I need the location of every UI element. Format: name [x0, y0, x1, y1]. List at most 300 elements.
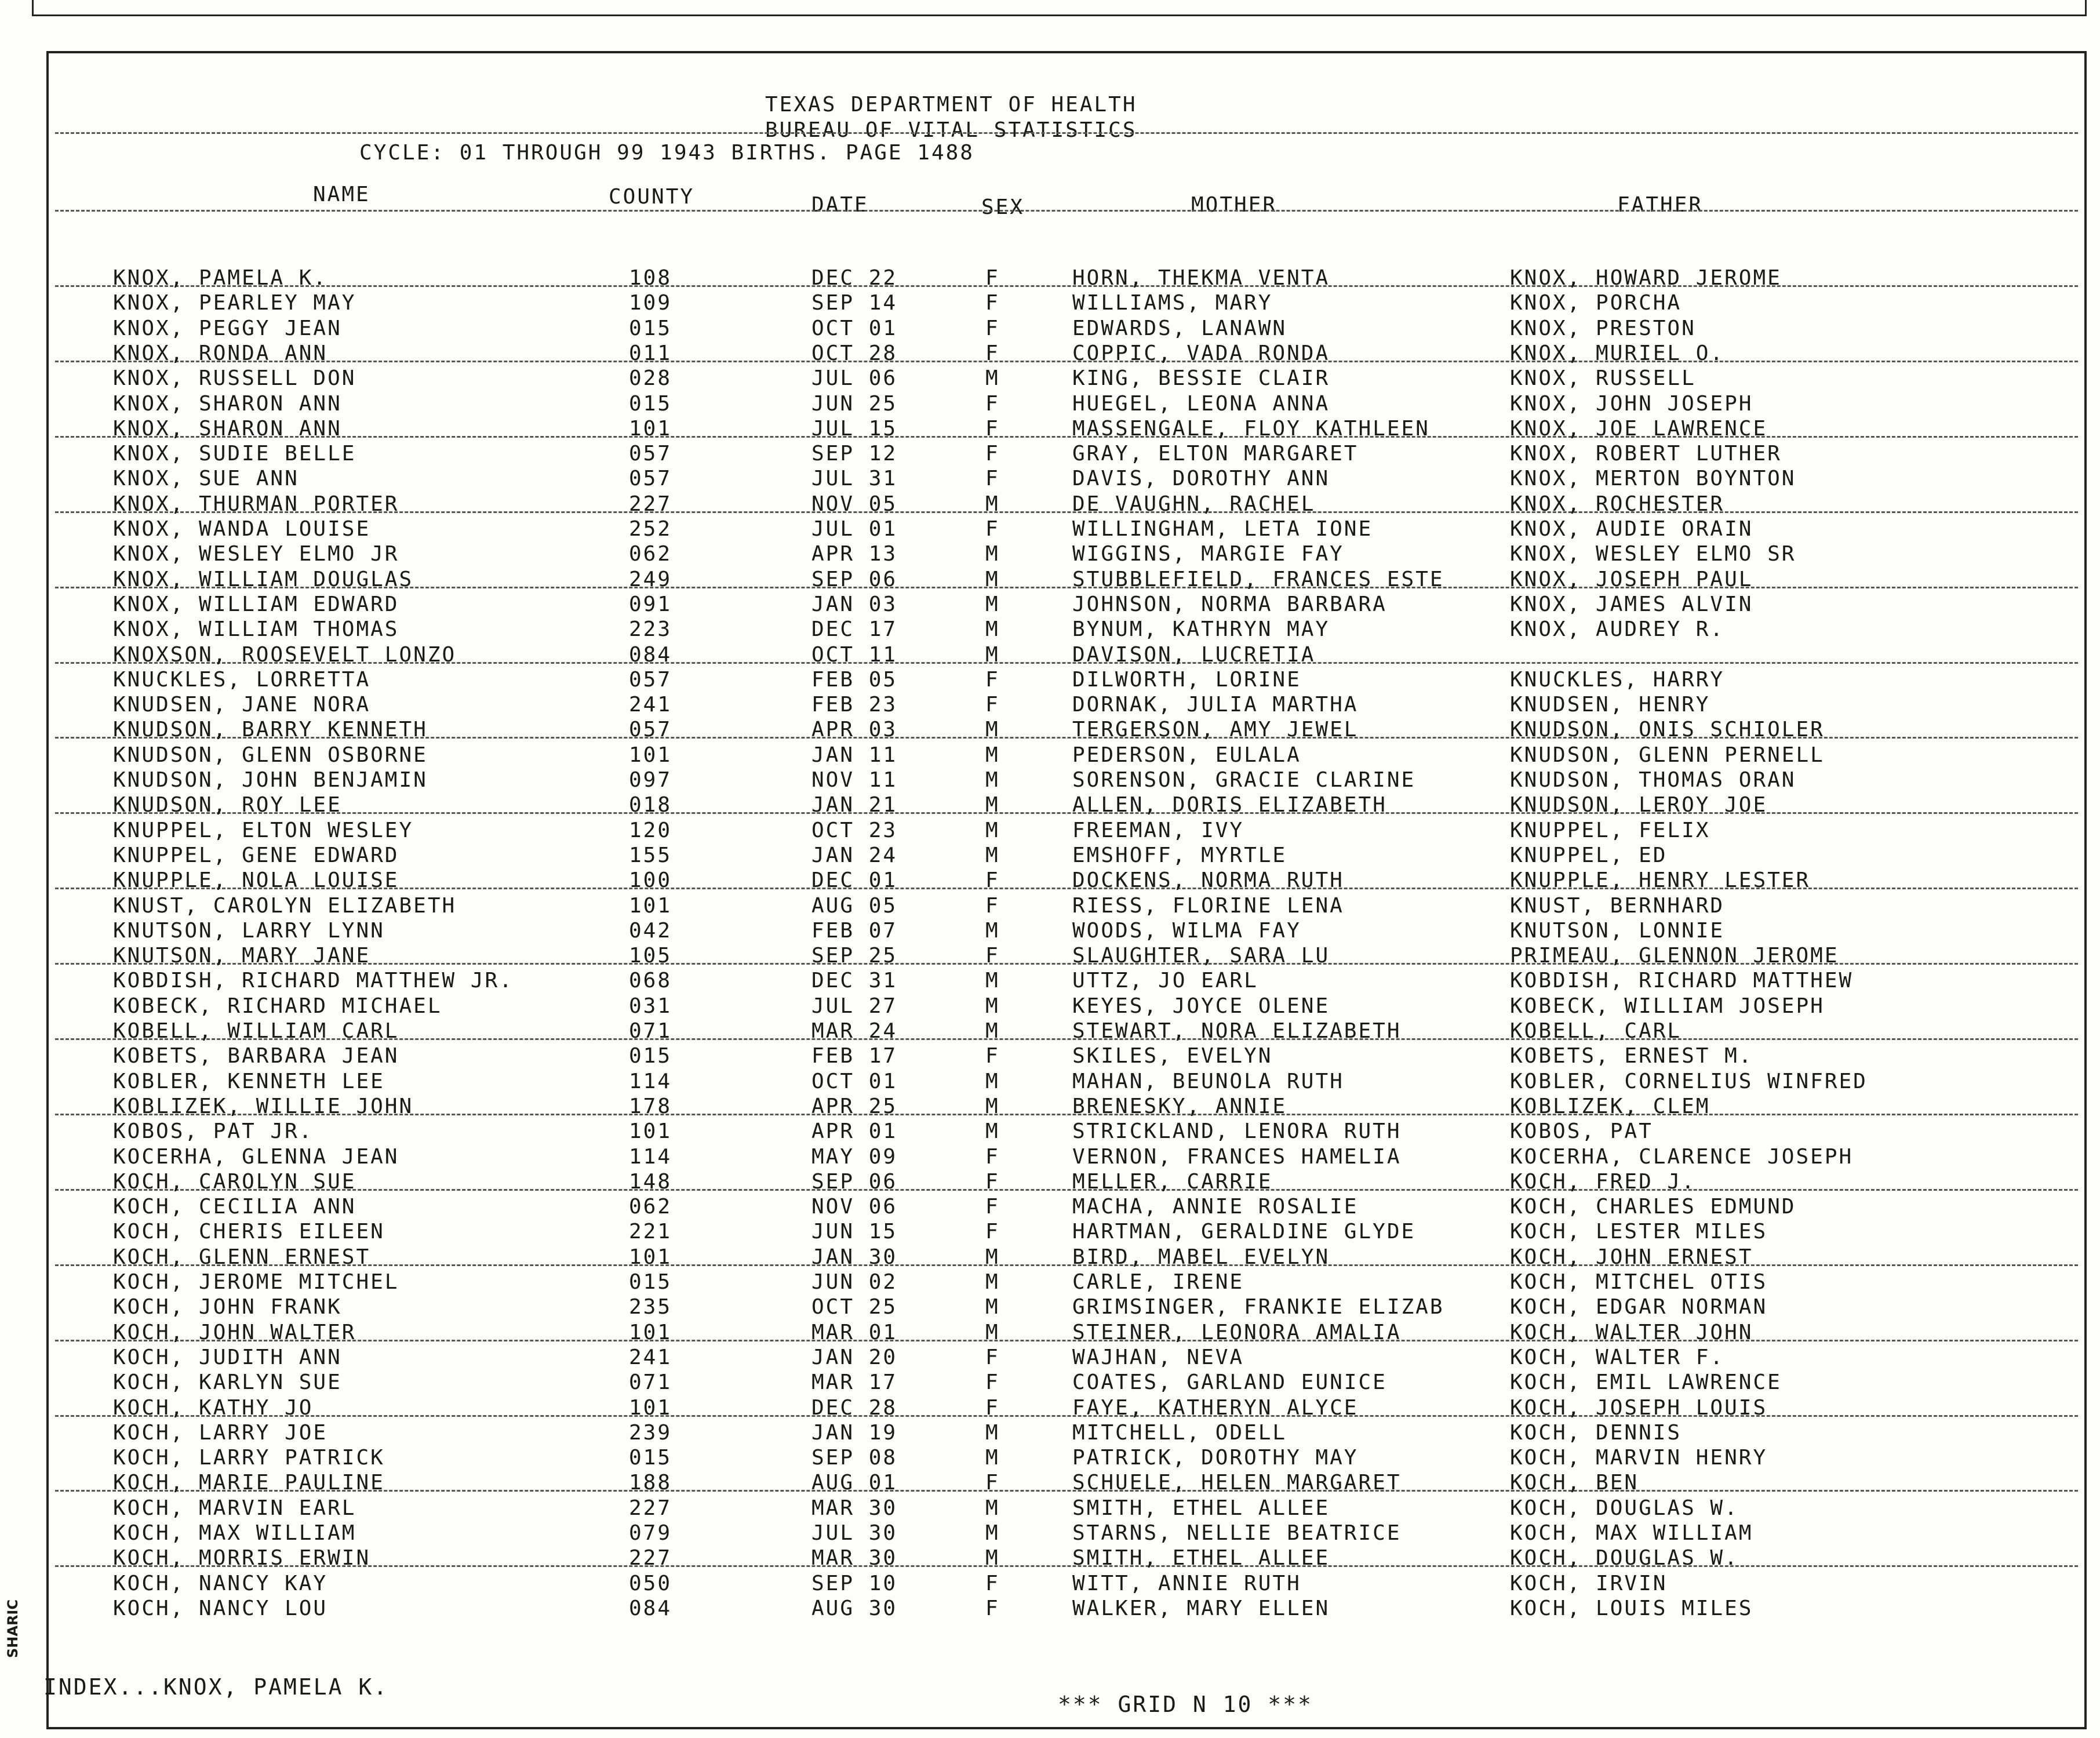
table-row	[0, 519, 2100, 544]
cell-mother: PEDERSON, EULALA	[1072, 743, 1301, 767]
cell-name: KOCH, GLENN ERNEST	[113, 1245, 371, 1269]
cell-sex: F	[985, 1346, 1000, 1369]
cell-name: KOBELL, WILLIAM CARL	[113, 1019, 399, 1043]
cell-county: 188	[629, 1471, 672, 1495]
cell-sex: F	[985, 1396, 1000, 1420]
cell-mother: STUBBLEFIELD, FRANCES ESTE	[1072, 568, 1444, 591]
table-row	[0, 318, 2100, 343]
cell-mother: WITT, ANNIE RUTH	[1072, 1572, 1301, 1595]
cell-name: KOCH, LARRY JOE	[113, 1421, 328, 1445]
cell-date: JUN 15	[811, 1220, 898, 1243]
table-row	[0, 1322, 2100, 1347]
cell-name: KNUDSON, BARRY KENNETH	[113, 718, 428, 741]
table-row	[0, 1121, 2100, 1146]
cell-mother: COPPIC, VADA RONDA	[1072, 341, 1330, 365]
cell-name: KNUCKLES, LORRETTA	[113, 668, 371, 692]
cell-sex: M	[985, 542, 1000, 566]
cell-mother: MITCHELL, ODELL	[1072, 1421, 1287, 1445]
cell-father: KOCH, WALTER JOHN	[1510, 1321, 1753, 1344]
cell-name: KNUPPEL, ELTON WESLEY	[113, 819, 414, 842]
cell-mother: EMSHOFF, MYRTLE	[1072, 843, 1287, 867]
cell-date: SEP 25	[811, 944, 898, 968]
cell-name: KOCH, MARVIN EARL	[113, 1496, 356, 1520]
cell-father: KNUDSON, THOMAS ORAN	[1510, 768, 1796, 792]
cell-sex: M	[985, 1295, 1000, 1319]
cell-date: OCT 23	[811, 819, 898, 842]
cell-name: KNUPPEL, GENE EDWARD	[113, 843, 399, 867]
cell-sex: F	[985, 1597, 1000, 1620]
cell-date: JUN 25	[811, 392, 898, 416]
department-title: TEXAS DEPARTMENT OF HEALTH	[765, 93, 1137, 117]
cell-father: KOCH, EDGAR NORMAN	[1510, 1295, 1768, 1319]
cell-date: APR 13	[811, 542, 898, 566]
cell-mother: TERGERSON, AMY JEWEL	[1072, 718, 1359, 741]
table-row	[0, 719, 2100, 744]
cell-mother: MAHAN, BEUNOLA RUTH	[1072, 1070, 1344, 1093]
table-row	[0, 921, 2100, 946]
table-row	[0, 1347, 2100, 1372]
cell-father: KOCH, MARVIN HENRY	[1510, 1446, 1768, 1470]
cell-county: 057	[629, 467, 672, 490]
cell-father: KNOX, AUDIE ORAIN	[1510, 517, 1753, 541]
cell-sex: F	[985, 1170, 1000, 1194]
cell-father: KOCH, IRVIN	[1510, 1572, 1668, 1595]
table-row	[0, 394, 2100, 419]
cell-name: KOBOS, PAT JR.	[113, 1119, 314, 1143]
cell-date: OCT 01	[811, 1070, 898, 1093]
cell-sex: F	[985, 417, 1000, 441]
cell-name: KNUPPLE, NOLA LOUISE	[113, 868, 399, 892]
cell-sex: M	[985, 1446, 1000, 1470]
cell-father: KOCH, MAX WILLIAM	[1510, 1521, 1753, 1545]
cell-father: KOCH, DENNIS	[1510, 1421, 1682, 1445]
cell-mother: PATRICK, DOROTHY MAY	[1072, 1446, 1359, 1470]
cell-county: 155	[629, 843, 672, 867]
cell-father: KNOX, ROCHESTER	[1510, 492, 1725, 516]
cell-mother: SORENSON, GRACIE CLARINE	[1072, 768, 1416, 792]
cell-mother: VERNON, FRANCES HAMELIA	[1072, 1145, 1402, 1169]
cell-father: KOBOS, PAT	[1510, 1119, 1653, 1143]
table-row	[0, 1498, 2100, 1523]
cell-date: JUL 27	[811, 994, 898, 1018]
cell-name: KOCH, JOHN FRANK	[113, 1295, 342, 1319]
cell-mother: WILLIAMS, MARY	[1072, 291, 1273, 315]
cell-county: 120	[629, 819, 672, 842]
cell-mother: BIRD, MABEL EVELYN	[1072, 1245, 1330, 1269]
cell-mother: HARTMAN, GERALDINE GLYDE	[1072, 1220, 1416, 1243]
table-row	[0, 619, 2100, 644]
cell-father: KOCH, BEN	[1510, 1471, 1639, 1495]
cell-county: 042	[629, 919, 672, 943]
cell-sex: M	[985, 969, 1000, 992]
cell-name: KNUDSON, GLENN OSBORNE	[113, 743, 428, 767]
cell-name: KNOX, THURMAN PORTER	[113, 492, 399, 516]
cell-county: 178	[629, 1095, 672, 1118]
cell-mother: STARNS, NELLIE BEATRICE	[1072, 1521, 1402, 1545]
cell-father: KNUPPEL, FELIX	[1510, 819, 1710, 842]
side-label: SHARIC	[5, 1599, 21, 1658]
cell-county: 227	[629, 492, 672, 516]
cell-name: KNUTSON, LARRY LYNN	[113, 919, 385, 943]
table-row	[0, 419, 2100, 443]
cell-date: FEB 07	[811, 919, 898, 943]
cell-county: 101	[629, 1321, 672, 1344]
cell-sex: F	[985, 1572, 1000, 1595]
cell-county: 057	[629, 718, 672, 741]
cell-date: SEP 08	[811, 1446, 898, 1470]
cell-sex: F	[985, 1044, 1000, 1068]
cell-sex: F	[985, 517, 1000, 541]
cell-name: KOCH, NANCY LOU	[113, 1597, 328, 1620]
cell-date: MAY 09	[811, 1145, 898, 1169]
cell-mother: RIESS, FLORINE LENA	[1072, 894, 1344, 918]
cell-mother: BYNUM, KATHRYN MAY	[1072, 617, 1330, 641]
cell-father: KNOX, PORCHA	[1510, 291, 1682, 315]
cell-sex: M	[985, 366, 1000, 390]
cell-county: 071	[629, 1370, 672, 1394]
cell-mother: WAJHAN, NEVA	[1072, 1346, 1244, 1369]
cell-county: 101	[629, 894, 672, 918]
cell-father: KNOX, PRESTON	[1510, 317, 1696, 340]
cell-father: KOCH, WALTER F.	[1510, 1346, 1725, 1369]
cell-county: 148	[629, 1170, 672, 1194]
cell-mother: DORNAK, JULIA MARTHA	[1072, 693, 1359, 717]
table-row	[0, 268, 2100, 293]
cell-sex: M	[985, 843, 1000, 867]
cell-county: 227	[629, 1546, 672, 1570]
cell-sex: M	[985, 1421, 1000, 1445]
cell-mother: KING, BESSIE CLAIR	[1072, 366, 1330, 390]
cell-father: KOCH, DOUGLAS W.	[1510, 1546, 1739, 1570]
cell-mother: SCHUELE, HELEN MARGARET	[1072, 1471, 1402, 1495]
cell-name: KOCH, NANCY KAY	[113, 1572, 328, 1595]
cell-mother: SMITH, ETHEL ALLEE	[1072, 1496, 1330, 1520]
cell-mother: JOHNSON, NORMA BARBARA	[1072, 592, 1387, 616]
cell-father: KNUPPEL, ED	[1510, 843, 1668, 867]
cell-date: OCT 01	[811, 317, 898, 340]
cell-date: DEC 31	[811, 969, 898, 992]
table-row	[0, 795, 2100, 820]
cell-mother: EDWARDS, LANAWN	[1072, 317, 1287, 340]
column-header-father: FATHER	[1617, 193, 1704, 217]
cell-sex: M	[985, 1119, 1000, 1143]
cell-father: KNUDSON, GLENN PERNELL	[1510, 743, 1825, 767]
cell-father: KOCH, FRED J.	[1510, 1170, 1696, 1194]
cell-county: 101	[629, 743, 672, 767]
cell-county: 084	[629, 1597, 672, 1620]
cell-sex: M	[985, 743, 1000, 767]
cell-father: KOCH, LESTER MILES	[1510, 1220, 1768, 1243]
cell-mother: GRAY, ELTON MARGARET	[1072, 442, 1359, 466]
cell-name: KOBLER, KENNETH LEE	[113, 1070, 385, 1093]
cell-sex: F	[985, 944, 1000, 968]
cell-county: 241	[629, 1346, 672, 1369]
table-row	[0, 996, 2100, 1021]
table-row	[0, 670, 2100, 695]
cell-father: KNOX, AUDREY R.	[1510, 617, 1725, 641]
cell-county: 227	[629, 1496, 672, 1520]
cell-mother: SLAUGHTER, SARA LU	[1072, 944, 1330, 968]
cell-mother: DOCKENS, NORMA RUTH	[1072, 868, 1344, 892]
table-row	[0, 896, 2100, 921]
cell-name: KNOX, WILLIAM DOUGLAS	[113, 568, 414, 591]
table-row	[0, 368, 2100, 393]
cell-sex: M	[985, 1521, 1000, 1545]
cell-name: KOBECK, RICHARD MICHAEL	[113, 994, 442, 1018]
cell-name: KOCH, CAROLYN SUE	[113, 1170, 356, 1194]
cell-date: AUG 01	[811, 1471, 898, 1495]
cell-date: NOV 05	[811, 492, 898, 516]
cell-father: KOCH, DOUGLAS W.	[1510, 1496, 1739, 1520]
table-row	[0, 1398, 2100, 1423]
cell-name: KOCH, JEROME MITCHEL	[113, 1270, 399, 1294]
column-header-name: NAME	[313, 183, 370, 206]
cell-father: KOBECK, WILLIAM JOSEPH	[1510, 994, 1825, 1018]
cell-county: 050	[629, 1572, 672, 1595]
cell-mother: MASSENGALE, FLOY KATHLEEN	[1072, 417, 1430, 441]
table-row	[0, 1548, 2100, 1573]
table-row	[0, 1221, 2100, 1246]
cell-county: 239	[629, 1421, 672, 1445]
cell-name: KOCH, LARRY PATRICK	[113, 1446, 385, 1470]
cell-county: 114	[629, 1070, 672, 1093]
cell-name: KOBDISH, RICHARD MATTHEW JR.	[113, 969, 514, 992]
cell-father: KNUDSON, LEROY JOE	[1510, 793, 1768, 817]
cell-father: KOBDISH, RICHARD MATTHEW	[1510, 969, 1854, 992]
cell-sex: F	[985, 1220, 1000, 1243]
cell-father: KOBLIZEK, CLEM	[1510, 1095, 1710, 1118]
cell-mother: STEINER, LEONORA AMALIA	[1072, 1321, 1402, 1344]
table-row	[0, 1046, 2100, 1071]
cell-father: KNOX, MURIEL O.	[1510, 341, 1725, 365]
cell-county: 015	[629, 1270, 672, 1294]
cell-name: KOBLIZEK, WILLIE JOHN	[113, 1095, 414, 1118]
footer-grid-label: *** GRID N 10 ***	[1058, 1692, 1313, 1717]
cell-mother: SMITH, ETHEL ALLEE	[1072, 1546, 1330, 1570]
table-row	[0, 594, 2100, 619]
cell-name: KNOX, SHARON ANN	[113, 392, 342, 416]
cell-mother: HUEGEL, LEONA ANNA	[1072, 392, 1330, 416]
cell-father: KOCH, LOUIS MILES	[1510, 1597, 1753, 1620]
cell-date: SEP 06	[811, 568, 898, 591]
cell-county: 108	[629, 266, 672, 290]
cell-name: KNOX, PEARLEY MAY	[113, 291, 356, 315]
cell-date: DEC 17	[811, 617, 898, 641]
cell-father: KNOX, JOSEPH PAUL	[1510, 568, 1753, 591]
cell-date: SEP 14	[811, 291, 898, 315]
cell-county: 101	[629, 1119, 672, 1143]
cell-county: 101	[629, 417, 672, 441]
cell-county: 221	[629, 1220, 672, 1243]
cell-mother: FREEMAN, IVY	[1072, 819, 1244, 842]
cell-county: 097	[629, 768, 672, 792]
cell-date: JAN 20	[811, 1346, 898, 1369]
cell-name: KOCH, KATHY JO	[113, 1396, 314, 1420]
cell-date: FEB 23	[811, 693, 898, 717]
cell-father: KNUDSEN, HENRY	[1510, 693, 1710, 717]
cell-sex: M	[985, 643, 1000, 667]
cell-county: 109	[629, 291, 672, 315]
cell-mother: DILWORTH, LORINE	[1072, 668, 1301, 692]
table-row	[0, 1272, 2100, 1297]
cell-sex: F	[985, 341, 1000, 365]
table-row	[0, 1472, 2100, 1497]
cell-sex: M	[985, 1496, 1000, 1520]
cell-father: KOBLER, CORNELIUS WINFRED	[1510, 1070, 1868, 1093]
table-row	[0, 1147, 2100, 1172]
cell-name: KOCH, JOHN WALTER	[113, 1321, 356, 1344]
cell-mother: WOODS, WILMA FAY	[1072, 919, 1301, 943]
cell-date: MAR 30	[811, 1546, 898, 1570]
cell-date: APR 03	[811, 718, 898, 741]
cell-county: 252	[629, 517, 672, 541]
cell-county: 079	[629, 1521, 672, 1545]
cell-county: 249	[629, 568, 672, 591]
table-row	[0, 695, 2100, 719]
cell-sex: F	[985, 467, 1000, 490]
cell-date: OCT 28	[811, 341, 898, 365]
table-row	[0, 820, 2100, 845]
cell-sex: F	[985, 668, 1000, 692]
cell-mother: COATES, GARLAND EUNICE	[1072, 1370, 1387, 1394]
table-row	[0, 544, 2100, 569]
table-row	[0, 343, 2100, 368]
cell-name: KOCH, JUDITH ANN	[113, 1346, 342, 1369]
cell-sex: M	[985, 1245, 1000, 1269]
cell-date: JAN 11	[811, 743, 898, 767]
cell-sex: F	[985, 266, 1000, 290]
bureau-title: BUREAU OF VITAL STATISTICS	[765, 118, 1137, 142]
cell-date: SEP 12	[811, 442, 898, 466]
cell-mother: BRENESKY, ANNIE	[1072, 1095, 1287, 1118]
top-page-frame	[32, 0, 2087, 16]
cell-father: KOCH, MITCHEL OTIS	[1510, 1270, 1768, 1294]
cell-father: KNOX, MERTON BOYNTON	[1510, 467, 1796, 490]
cell-father: KNOX, JAMES ALVIN	[1510, 592, 1753, 616]
cell-father: KOBELL, CARL	[1510, 1019, 1682, 1043]
cell-name: KNOX, SUE ANN	[113, 467, 299, 490]
cell-date: JUL 01	[811, 517, 898, 541]
cell-date: MAR 24	[811, 1019, 898, 1043]
cell-sex: M	[985, 1070, 1000, 1093]
table-row	[0, 645, 2100, 670]
table-row	[0, 1372, 2100, 1397]
cell-mother: DAVISON, LUCRETIA	[1072, 643, 1316, 667]
cell-county: 068	[629, 969, 672, 992]
cell-name: KOCH, MORRIS ERWIN	[113, 1546, 371, 1570]
cell-sex: M	[985, 1270, 1000, 1294]
cell-father: KNUPPLE, HENRY LESTER	[1510, 868, 1811, 892]
cell-name: KNUTSON, MARY JANE	[113, 944, 371, 968]
table-row	[0, 468, 2100, 493]
cell-sex: M	[985, 793, 1000, 817]
cell-father: KOCERHA, CLARENCE JOSEPH	[1510, 1145, 1854, 1169]
cell-name: KNOX, SUDIE BELLE	[113, 442, 356, 466]
cell-sex: F	[985, 868, 1000, 892]
cell-sex: M	[985, 492, 1000, 516]
cell-county: 235	[629, 1295, 672, 1319]
cell-county: 015	[629, 317, 672, 340]
cell-date: APR 25	[811, 1095, 898, 1118]
table-row	[0, 770, 2100, 795]
cell-father: KNOX, JOE LAWRENCE	[1510, 417, 1768, 441]
cell-county: 018	[629, 793, 672, 817]
cell-sex: M	[985, 919, 1000, 943]
cell-name: KNOX, WANDA LOUISE	[113, 517, 371, 541]
cell-sex: F	[985, 693, 1000, 717]
cell-date: MAR 30	[811, 1496, 898, 1520]
cell-date: DEC 22	[811, 266, 898, 290]
cell-date: APR 01	[811, 1119, 898, 1143]
cell-sex: F	[985, 1195, 1000, 1219]
table-row	[0, 946, 2100, 970]
cell-county: 223	[629, 617, 672, 641]
cell-county: 057	[629, 668, 672, 692]
cell-county: 101	[629, 1396, 672, 1420]
table-row	[0, 1598, 2100, 1623]
cell-date: FEB 05	[811, 668, 898, 692]
cell-name: KNUST, CAROLYN ELIZABETH	[113, 894, 457, 918]
cell-mother: UTTZ, JO EARL	[1072, 969, 1258, 992]
column-header-sex: SEX	[981, 195, 1025, 219]
cell-name: KOCH, CECILIA ANN	[113, 1195, 356, 1219]
cell-sex: F	[985, 1471, 1000, 1495]
cell-sex: M	[985, 994, 1000, 1018]
cell-date: MAR 01	[811, 1321, 898, 1344]
cell-county: 114	[629, 1145, 672, 1169]
cell-mother: STRICKLAND, LENORA RUTH	[1072, 1119, 1402, 1143]
cell-father: KNUDSON, ONIS SCHIOLER	[1510, 718, 1825, 741]
cell-mother: WALKER, MARY ELLEN	[1072, 1597, 1330, 1620]
cell-father: KOCH, JOHN ERNEST	[1510, 1245, 1753, 1269]
cell-father: KNUCKLES, HARRY	[1510, 668, 1725, 692]
cell-date: JAN 19	[811, 1421, 898, 1445]
cell-name: KOCH, MAX WILLIAM	[113, 1521, 356, 1545]
cell-father: KOBETS, ERNEST M.	[1510, 1044, 1753, 1068]
cell-date: JAN 21	[811, 793, 898, 817]
cell-county: 105	[629, 944, 672, 968]
cell-date: JUL 15	[811, 417, 898, 441]
table-row	[0, 1297, 2100, 1322]
cell-name: KOCH, CHERIS EILEEN	[113, 1220, 385, 1243]
cell-sex: M	[985, 819, 1000, 842]
cell-date: SEP 06	[811, 1170, 898, 1194]
cell-name: KOCH, MARIE PAULINE	[113, 1471, 385, 1495]
cell-county: 057	[629, 442, 672, 466]
cell-county: 241	[629, 693, 672, 717]
cell-sex: F	[985, 317, 1000, 340]
table-row	[0, 443, 2100, 468]
cell-date: JAN 03	[811, 592, 898, 616]
cell-sex: M	[985, 1095, 1000, 1118]
cell-date: DEC 01	[811, 868, 898, 892]
cell-sex: F	[985, 1145, 1000, 1169]
cell-mother: ALLEN, DORIS ELIZABETH	[1072, 793, 1387, 817]
table-row	[0, 870, 2100, 895]
cell-date: AUG 30	[811, 1597, 898, 1620]
cell-date: JUL 06	[811, 366, 898, 390]
header-divider	[55, 132, 2078, 134]
cell-date: FEB 17	[811, 1044, 898, 1068]
cell-father: KOCH, JOSEPH LOUIS	[1510, 1396, 1768, 1420]
cell-sex: F	[985, 1370, 1000, 1394]
table-row	[0, 970, 2100, 995]
cell-mother: DE VAUGHN, RACHEL	[1072, 492, 1316, 516]
table-row	[0, 1423, 2100, 1448]
cell-date: JUL 31	[811, 467, 898, 490]
cell-mother: MELLER, CARRIE	[1072, 1170, 1273, 1194]
cell-father: KNOX, RUSSELL	[1510, 366, 1696, 390]
